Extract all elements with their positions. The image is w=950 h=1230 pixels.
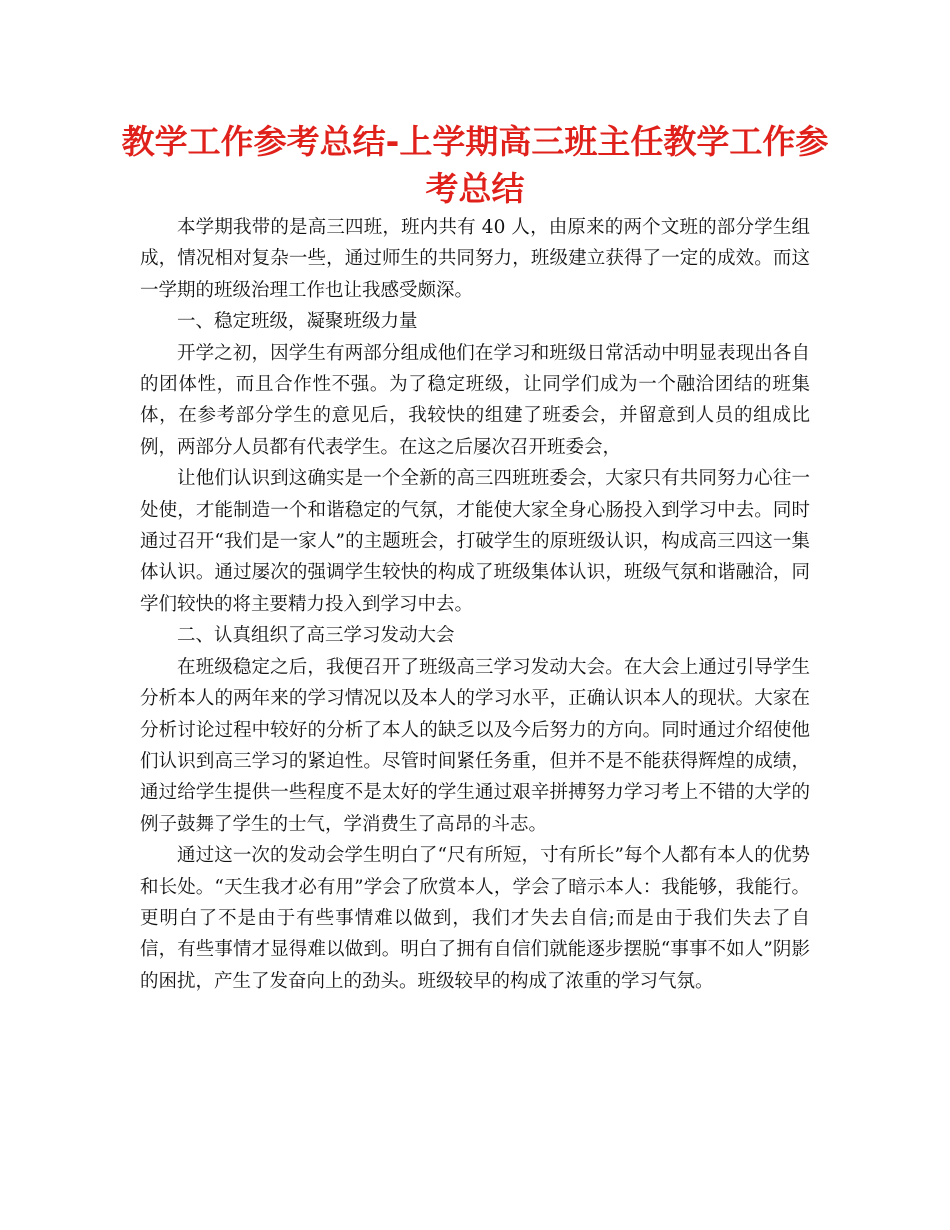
paragraph-intro: 本学期我带的是高三四班，班内共有 40 人，由原来的两个文班的部分学生组成，情况相对复杂一些，通过师生的共同努力，班级建立获得了一定的成效。而这一学期的班级治理工作也让我感受颇深。 (140, 217, 810, 301)
section-heading-2: 二、认真组织了高三学习发动大会 (177, 625, 455, 647)
paragraph-section2-b: 通过这一次的发动会学生明白了“尺有所短，寸有所长”每个人都有本人的优势和长处。“天生我才必有用”学会了欣赏本人，学会了暗示本人：我能够，我能行。更明白了不是由于有些事情难以做到，我们才失去自信;而是由于我们失去了自信，有些事情才显得难以做到。明白了拥有自信们就能逐步摆脱“事事不如人”阴影的困扰，产生了发奋向上的劲头。班级较早的构成了浓重的学习气氛。 (140, 845, 810, 992)
section-heading-1: 一、稳定班级，凝聚班级力量 (177, 311, 418, 333)
paragraph-section2-a: 在班级稳定之后，我便召开了班级高三学习发动大会。在大会上通过引导学生分析本人的两年来的学习情况以及本人的学习水平，正确认识本人的现状。大家在分析讨论过程中较好的分析了本人的缺乏以及今后努力的方向。同时通过介绍使他们认识到高三学习的紧迫性。尽管时间紧任务重，但并不是不能获得辉煌的成绩，通过给学生提供一些程度不是太好的学生通过艰辛拼搏努力学习考上不错的大学的例子鼓舞了学生的士气，学消费生了高昂的斗志。 (140, 656, 810, 835)
paragraph-section1-a: 开学之初，因学生有两部分组成他们在学习和班级日常活动中明显表现出各自的团体性，而且合作性不强。为了稳定班级，让同学们成为一个融洽团结的班集体，在参考部分学生的意见后，我较快的组建了班委会，并留意到人员的组成比例，两部分人员都有代表学生。在这之后屡次召开班委会， (140, 342, 810, 458)
paragraph-section1-b: 让他们认识到这确实是一个全新的高三四班班委会，大家只有共同努力心往一处使，才能制造一个和谐稳定的气氛，才能使大家全身心肠投入到学习中去。同时通过召开“我们是一家人”的主题班会，打破学生的原班级认识，构成高三四这一集体认识。通过屡次的强调学生较快的构成了班级集体认识，班级气氛和谐融洽，同学们较快的将主要精力投入到学习中去。 (140, 468, 810, 615)
document-title: 教学工作参考总结-上学期高三班主任教学工作参考总结 (121, 122, 829, 208)
document-body (140, 212, 810, 997)
